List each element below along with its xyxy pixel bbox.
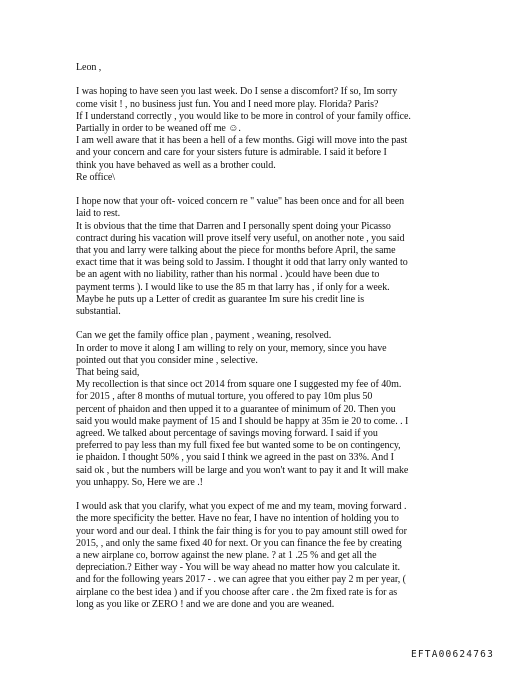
paragraph-2 — [76, 196, 466, 318]
text-line: said you would make payment of 15 and I should be happy at 35m ie 20 to come. . I — [76, 415, 409, 427]
text-line: said ok , but the numbers will be large and you won't want to pay it and It will make — [76, 464, 409, 476]
text-line: I would ask that you clarify, what you expect of me and my team, moving forward . — [76, 501, 407, 513]
text-line: 2015, , and only the same fixed 40 for next. Or you can finance the fee by creating — [76, 537, 402, 549]
text-line: payment terms ). I would like to use the 85 m that larry has , if only for a week. — [76, 281, 390, 293]
text-line: substantial. — [76, 306, 121, 318]
text-line: preferred to pay less than my full fixed fee but wanted some to be on contingency, — [76, 440, 401, 452]
text-line: and your concern and care for your sisters future is admirable. I said it before I — [76, 147, 387, 159]
text-line: My recollection is that since oct 2014 from square one I suggested my fee of 40m. — [76, 379, 402, 391]
text-line: you unhappy. So, Here we are .! — [76, 476, 203, 488]
text-line: think you have behaved as well as a brother could. — [76, 159, 276, 171]
text-line: be an agent with no liability, rather than his normal . )could have been due to — [76, 269, 380, 281]
text-line: for 2015 , after 8 months of mutual torture, you offered to pay 10m plus 50 — [76, 391, 373, 403]
text-line: It is obvious that the time that Darren and I personally spent doing your Picasso — [76, 220, 391, 232]
text-line: Can we get the family office plan , payment , weaning, resolved. — [76, 330, 332, 342]
text-line: contract during his vacation will prove itself very useful, on another note , you said — [76, 232, 405, 244]
text-line: In order to move it along I am willing to rely on your, memory, since you have — [76, 342, 387, 354]
paragraph-3 — [76, 330, 466, 489]
document-id-footer: EFTA00624763 — [410, 649, 494, 660]
text-line: I hope now that your oft- voiced concern re " value" has been once and for all been — [76, 196, 405, 208]
spacer — [76, 74, 466, 86]
text-line: I was hoping to have seen you last week. Do I sense a discomfort? If so, Im sorry — [76, 86, 398, 98]
text-line: percent of phaidon and then upped it to a guarantee of minimum of 20. Then you — [76, 403, 396, 415]
text-line: your word and our deal. I think the fair thing is for you to pay amount still owed for — [76, 525, 407, 537]
text-line: I am well aware that it has been a hell of a few months. Gigi will move into the past — [76, 135, 408, 147]
text-line: the more specificity the better. Have no fear, I have no intention of holding you to — [76, 513, 399, 525]
text-line: that you and larry were talking about the piece for months before April, the same — [76, 245, 396, 257]
text-line: agreed. We talked about percentage of savings moving forward. I said if you — [76, 428, 378, 440]
text-line: Maybe he puts up a Letter of credit as guarantee Im sure his credit line is — [76, 293, 365, 305]
text-line: long as you like or ZERO ! and we are done and you are weaned. — [76, 598, 335, 610]
paragraph-4 — [76, 501, 466, 611]
text-line: exact time that it was being sold to Jassim. I thought it odd that larry only wanted to — [76, 257, 408, 269]
salutation: Leon , — [76, 62, 102, 73]
text-line: Partially in order to be weaned off me ☺. — [76, 123, 241, 134]
text-line: pointed out that you consider mine , selective. — [76, 354, 258, 366]
spacer — [76, 184, 466, 196]
text-line: depreciation.? Either way - You will be way ahead no matter how you calculate it. — [76, 562, 400, 574]
spacer — [76, 489, 466, 501]
text-line: come visit ! , no business just fun. You and I need more play. Florida? Paris? — [76, 98, 379, 110]
paragraph-1 — [76, 86, 466, 184]
text-line: and for the following years 2017 - . we can agree that you either pay 2 m per year, ( — [76, 574, 406, 586]
spacer — [76, 318, 466, 330]
text-line: laid to rest. — [76, 208, 121, 220]
text-line: airplane co the best idea ) and if you choose after care . the 2m fixed rate is for as — [76, 586, 398, 598]
text-line: Re office\ — [76, 171, 116, 183]
text-line: If I understand correctly , you would like to be more in control of your family office. — [76, 110, 411, 122]
text-line: a new airplane co, borrow against the new plane. ? at 1 .25 % and get all the — [76, 550, 377, 562]
letter-body — [76, 62, 466, 611]
text-line: ie phaidon. I thought 50% , you said I think we agreed in the past on 33%. And I — [76, 452, 394, 464]
text-line: That being said, — [76, 367, 140, 379]
